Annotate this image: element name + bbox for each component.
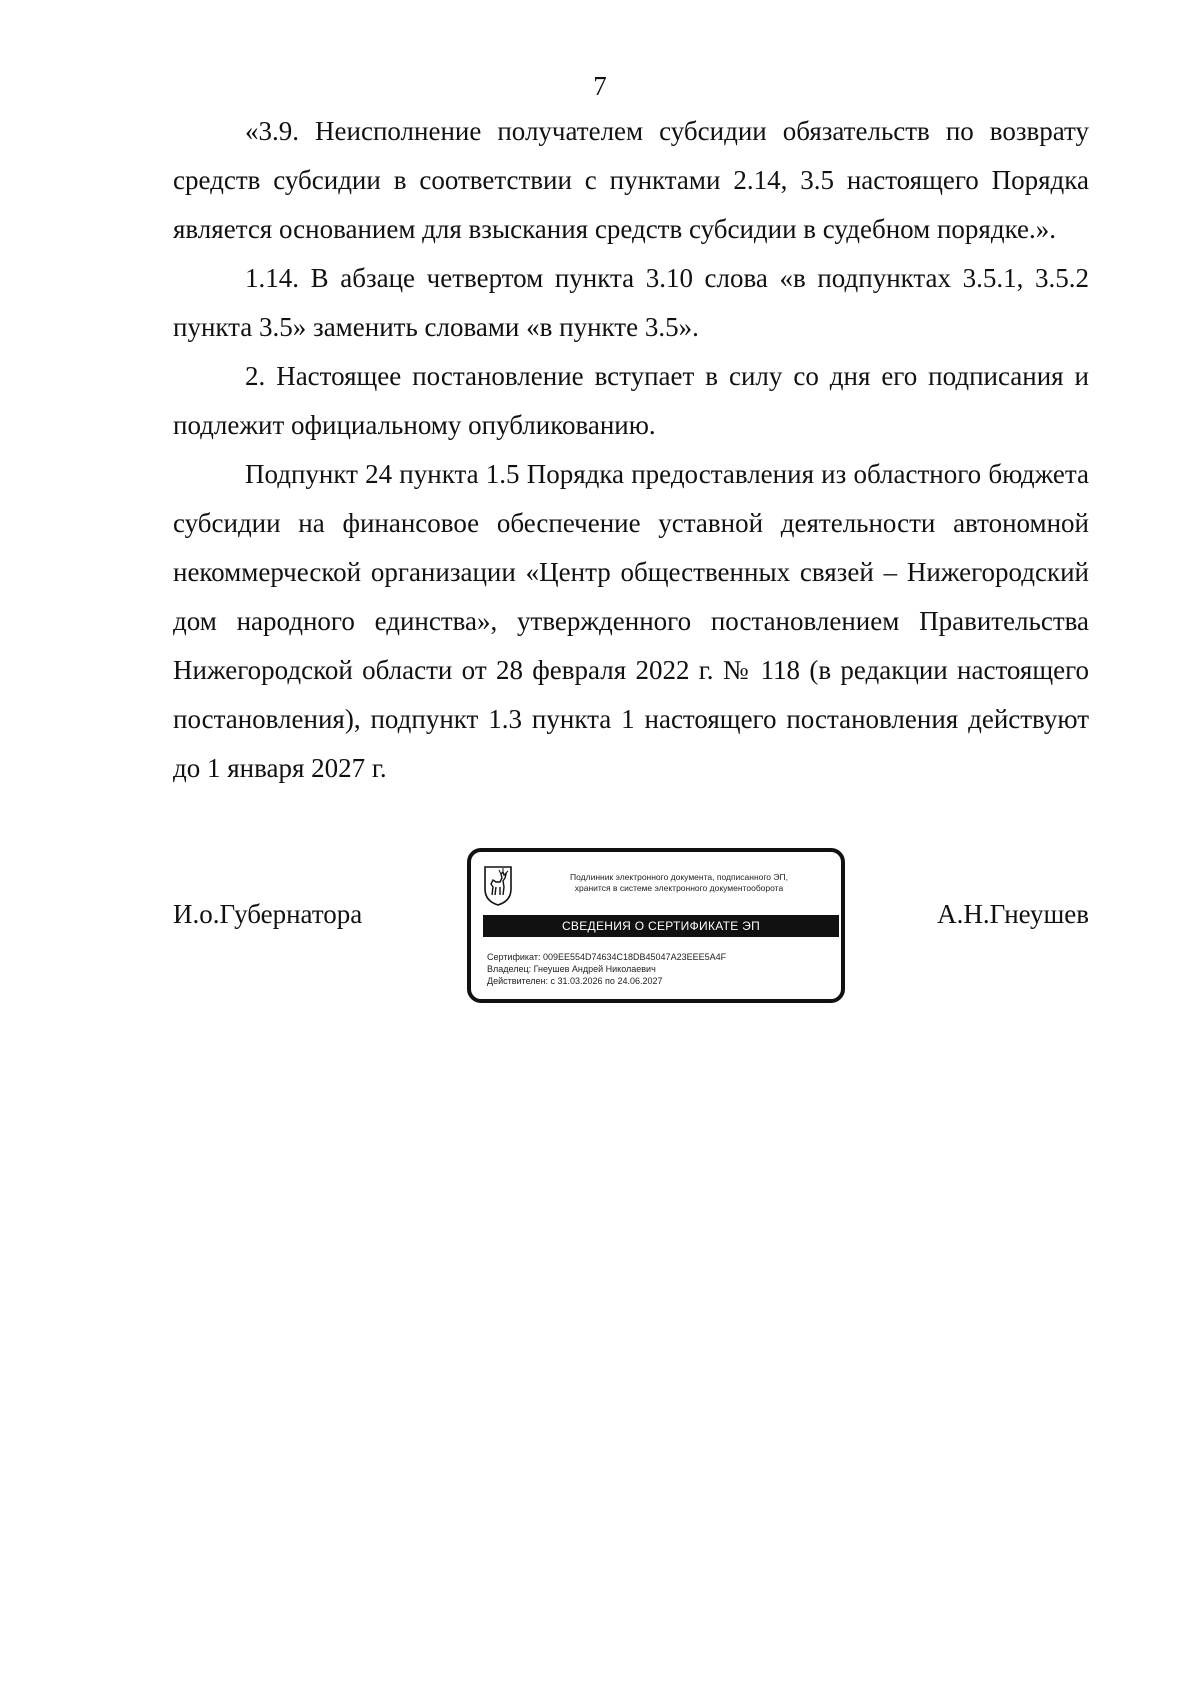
certificate-number: Сертификат: 009EE554D74634C18DB45047A23EEE5A4F	[487, 952, 727, 962]
stamp-header	[523, 872, 835, 894]
signatory-name: А.Н.Гнеушев	[937, 899, 1089, 929]
electronic-signature-stamp	[467, 848, 845, 1003]
certificate-details	[487, 951, 726, 987]
paragraph: 1.14. В абзаце четвертом пункта 3.10 слова «в подпунктах 3.5.1, 3.5.2 пункта 3.5» заменить словами «в пункте 3.5».	[173, 263, 1089, 342]
paragraph: 2. Настоящее постановление вступает в силу со дня его подписания и подлежит официальному опубликованию.	[173, 361, 1089, 440]
page-number: 7	[593, 71, 607, 101]
certificate-validity: Действителен: с 31.03.2026 по 24.06.2027	[487, 976, 663, 986]
document-body	[173, 107, 1089, 793]
signatory-position: И.о.Губернатора	[173, 899, 363, 929]
certificate-owner: Владелец: Гнеушев Андрей Николаевич	[487, 964, 656, 974]
paragraph: Подпункт 24 пункта 1.5 Порядка предоставления из областного бюджета субсидии на финансовое обеспечение уставной деятельности автономной некоммерческой организации «Центр общественных связей – Нижегородский дом народного единства», утвержденного постановлением Правительства Нижегородской области от 28 февраля 2022 г. № 118 (в редакции настоящего постановления), подпункт 1.3 пункта 1 настоящего постановления действуют до 1 января 2027 г.	[173, 459, 1089, 783]
stamp-header-line: Подлинник электронного документа, подписанного ЭП,	[570, 872, 788, 882]
paragraph: «3.9. Неисполнение получателем субсидии обязательств по возврату средств субсидии в соответствии с пунктами 2.14, 3.5 настоящего Порядка является основанием для взыскания средств субсидии в судебном порядке.».	[173, 116, 1089, 244]
stamp-header-line: хранится в системе электронного документооборота	[574, 883, 784, 893]
stamp-title-bar: СВЕДЕНИЯ О СЕРТИФИКАТЕ ЭП	[483, 915, 839, 937]
coat-of-arms-icon	[483, 865, 513, 907]
signature-block	[173, 848, 1089, 1008]
